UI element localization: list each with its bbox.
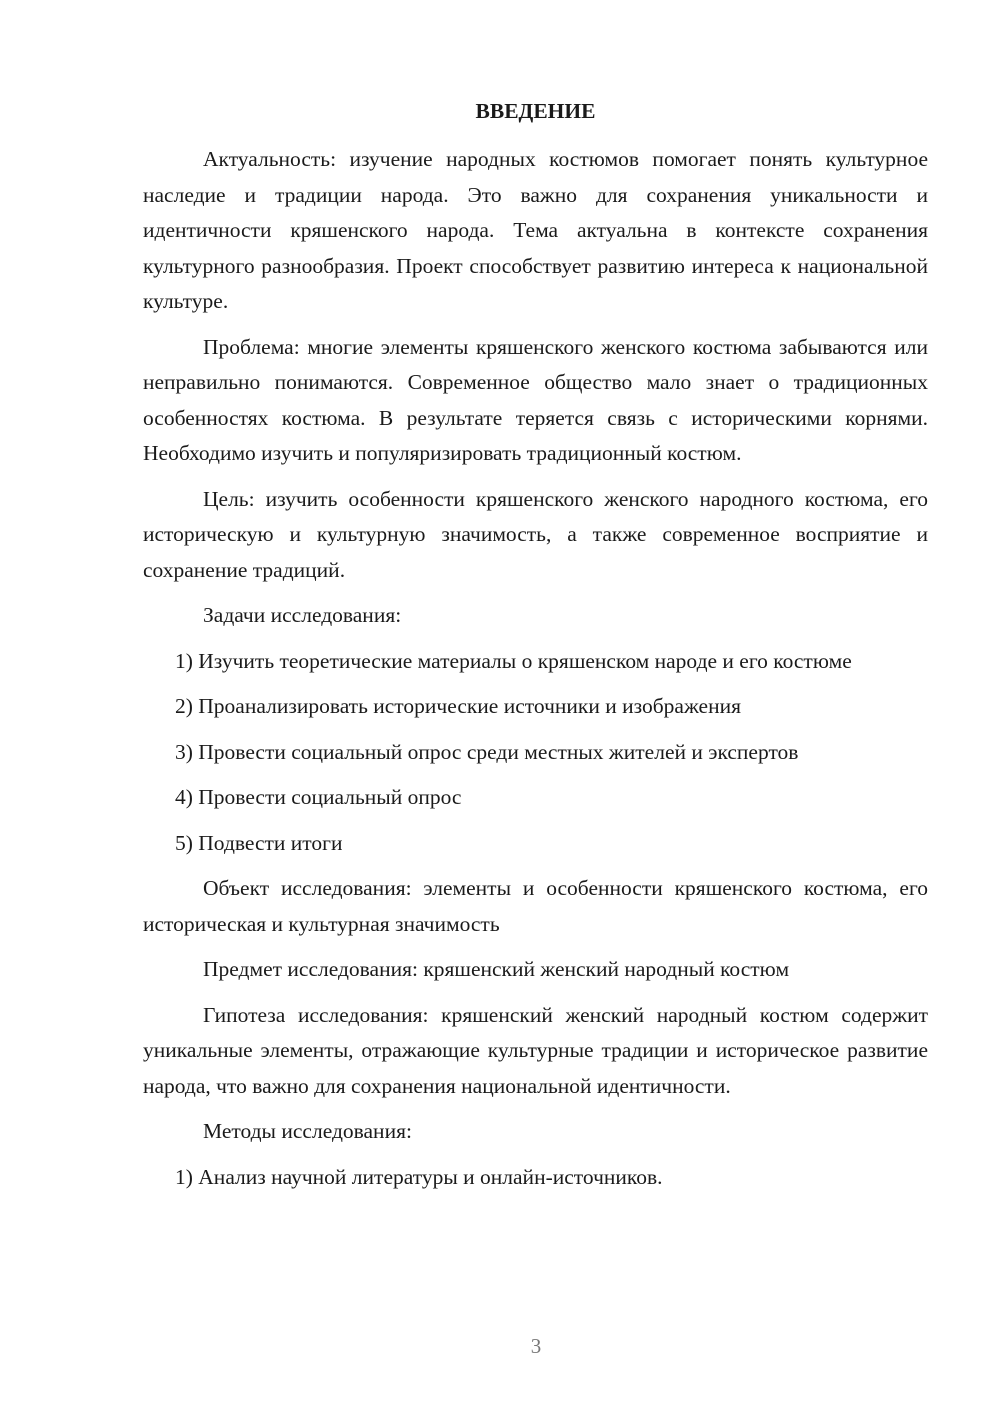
method-item-1: 1) Анализ научной литературы и онлайн-источников. [175, 1164, 663, 1189]
task-item-4: 4) Провести социальный опрос [175, 785, 462, 809]
object-paragraph: Объект исследования: элементы и особенности кряшенского костюма, его историческая и культурная значимость [143, 876, 928, 936]
task-item-2: 2) Проанализировать исторические источники и изображения [175, 694, 741, 718]
tasks-heading: Задачи исследования: [203, 603, 402, 627]
text-area [143, 96, 928, 1205]
task-item-3: 3) Провести социальный опрос среди местных жителей и экспертов [175, 739, 799, 764]
methods-heading: Методы исследования: [203, 1119, 412, 1143]
page-number: 3 [530, 1334, 542, 1358]
task-item-5: 5) Подвести итоги [175, 830, 343, 855]
page-title: ВВЕДЕНИЕ [475, 99, 596, 123]
hypothesis-paragraph: Гипотеза исследования: кряшенский женский народный костюм содержит уникальные элементы, отражающие культурные традиции и историческое развитие народа, что важно для сохранения национальной идентичности. [143, 1002, 928, 1098]
task-item-1: 1) Изучить теоретические материалы о кряшенском народе и его костюме [175, 648, 852, 673]
subject-paragraph: Предмет исследования: кряшенский женский народный костюм [203, 957, 790, 981]
problem-paragraph: Проблема: многие элементы кряшенского женского костюма забываются или неправильно понимаются. Современное общество мало знает о традиционных особенностях костюма. В результате теряется связь с историческими корнями. Необходимо изучить и популяризировать традиционный костюм. [143, 334, 928, 465]
relevance-paragraph: Актуальность: изучение народных костюмов помогает понять культурное наследие и традиции народа. Это важно для сохранения уникальности и идентичности кряшенского народа. Тема актуальна в контексте сохранения культурного разнообразия. Проект способствует развитию интереса к национальной культуре. [143, 147, 928, 313]
goal-paragraph: Цель: изучить особенности кряшенского женского народного костюма, его историческую и культурную значимость, а также современное восприятие и сохранение традиций. [143, 486, 928, 582]
